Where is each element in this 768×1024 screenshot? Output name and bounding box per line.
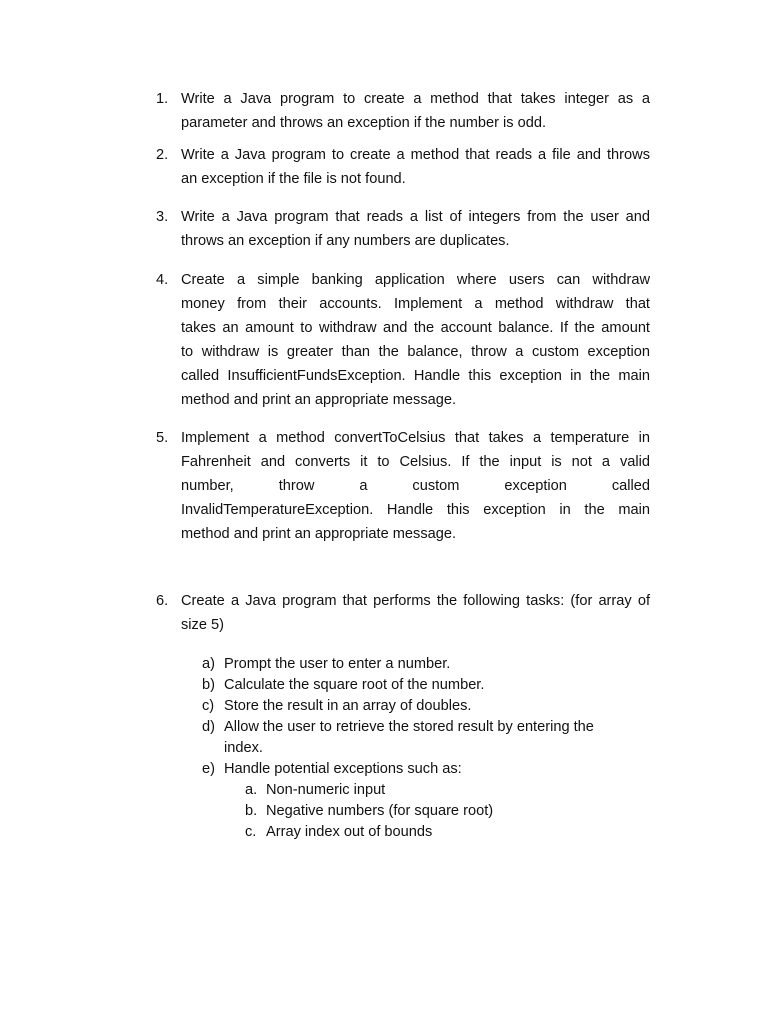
question-line: money from their accounts. Implement a method withdraw that bbox=[181, 296, 650, 312]
exception-item bbox=[245, 780, 385, 801]
question-number: 1. bbox=[156, 91, 169, 107]
question-number: 3. bbox=[156, 209, 169, 225]
exception-text: Non-numeric input bbox=[266, 782, 386, 798]
task-item bbox=[202, 654, 632, 675]
question-text bbox=[181, 87, 650, 135]
question-number: 2. bbox=[156, 147, 169, 163]
exception-marker: b. bbox=[245, 803, 258, 819]
exception-marker: c. bbox=[245, 824, 257, 840]
question-6 bbox=[156, 589, 650, 637]
spread-word: number, bbox=[181, 478, 234, 494]
question-line: called InsufficientFundsException. Handle this exception in the main bbox=[181, 368, 650, 384]
question-line: parameter and throws an exception if the number is odd. bbox=[181, 115, 547, 131]
exception-item bbox=[245, 801, 493, 822]
task-marker: b) bbox=[202, 677, 215, 693]
exception-marker: a. bbox=[245, 782, 258, 798]
question-2 bbox=[156, 143, 650, 191]
question-line: Write a Java program to create a method that takes integer as a bbox=[181, 91, 650, 107]
question-line-spread bbox=[181, 474, 650, 498]
task-marker: d) bbox=[202, 719, 215, 735]
task-marker: e) bbox=[202, 761, 215, 777]
question-text bbox=[181, 268, 650, 412]
question-line: Write a Java program to create a method that reads a file and throws bbox=[181, 147, 650, 163]
question-number: 6. bbox=[156, 593, 169, 609]
exception-text: Negative numbers (for square root) bbox=[266, 803, 494, 819]
task-text: Handle potential exceptions such as: bbox=[224, 761, 462, 777]
task-marker: c) bbox=[202, 698, 215, 714]
question-line: Fahrenheit and converts it to Celsius. If the input is not a valid bbox=[181, 454, 650, 470]
exception-text: Array index out of bounds bbox=[266, 824, 433, 840]
question-line: Implement a method convertToCelsius that takes a temperature in bbox=[181, 430, 650, 446]
spread-word: exception bbox=[504, 478, 567, 494]
task-marker: a) bbox=[202, 656, 215, 672]
task-text: Allow the user to retrieve the stored result by entering the index. bbox=[224, 719, 594, 756]
question-line: method and print an appropriate message. bbox=[181, 392, 457, 408]
question-text bbox=[181, 205, 650, 253]
question-line: Create a Java program that performs the following tasks: (for array of bbox=[181, 593, 650, 609]
spread-word: custom bbox=[412, 478, 460, 494]
task-text: Calculate the square root of the number. bbox=[224, 677, 485, 693]
exception-item bbox=[245, 822, 432, 843]
task-item bbox=[202, 696, 632, 717]
question-line: throws an exception if any numbers are duplicates. bbox=[181, 233, 510, 249]
question-1 bbox=[156, 87, 650, 135]
task-text: Prompt the user to enter a number. bbox=[224, 656, 451, 672]
question-line: Create a simple banking application where users can withdraw bbox=[181, 272, 650, 288]
question-line: takes an amount to withdraw and the account balance. If the amount bbox=[181, 320, 650, 336]
task-item bbox=[202, 759, 632, 780]
spread-word: a bbox=[359, 478, 368, 494]
question-number: 4. bbox=[156, 272, 169, 288]
question-3 bbox=[156, 205, 650, 253]
question-text bbox=[181, 589, 650, 637]
spread-word: throw bbox=[278, 478, 315, 494]
question-line: size 5) bbox=[181, 617, 224, 633]
task-item bbox=[202, 675, 632, 696]
question-line: InvalidTemperatureException. Handle this exception in the main bbox=[181, 502, 650, 518]
question-line: Write a Java program that reads a list of integers from the user and bbox=[181, 209, 650, 225]
question-number: 5. bbox=[156, 430, 169, 446]
question-line: method and print an appropriate message. bbox=[181, 526, 457, 542]
question-text bbox=[181, 143, 650, 191]
question-line: to withdraw is greater than the balance, throw a custom exception bbox=[181, 344, 650, 360]
question-text bbox=[181, 426, 650, 546]
question-4 bbox=[156, 268, 650, 412]
question-5 bbox=[156, 426, 650, 546]
task-item bbox=[202, 717, 622, 759]
task-text: Store the result in an array of doubles. bbox=[224, 698, 472, 714]
question-line: an exception if the file is not found. bbox=[181, 171, 406, 187]
spread-word: called bbox=[611, 478, 650, 494]
